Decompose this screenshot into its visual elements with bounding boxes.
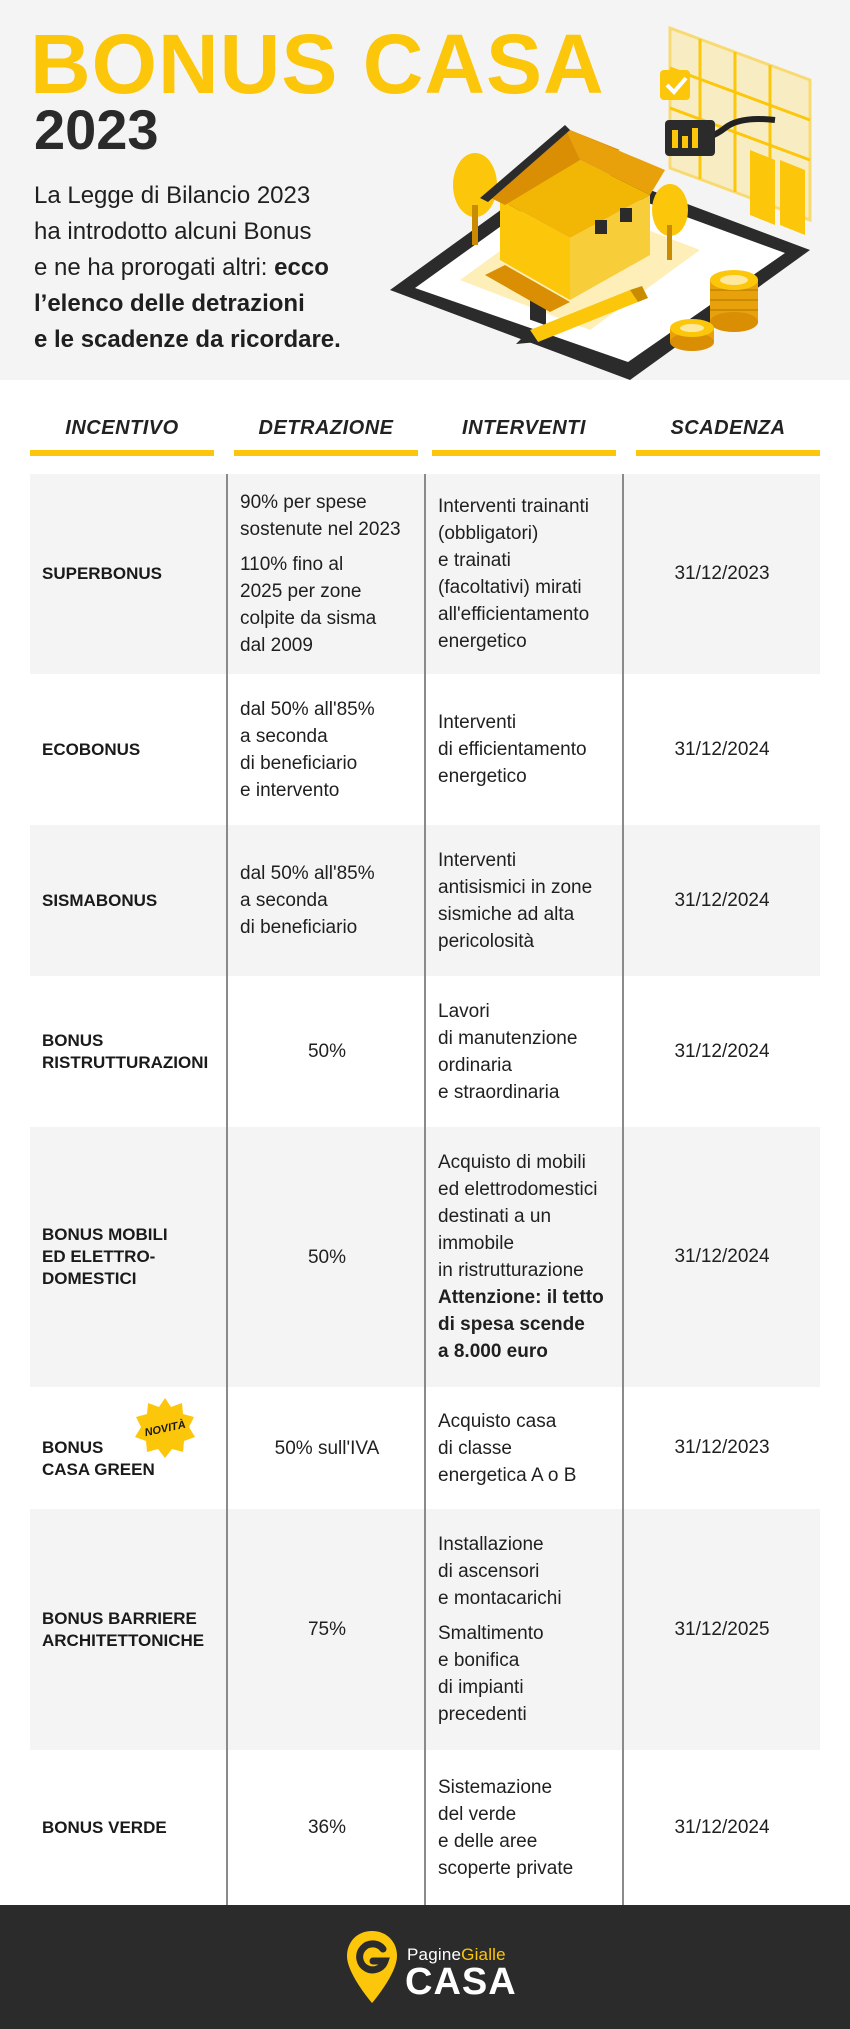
column-header-incentivo: INCENTIVO [30, 410, 214, 456]
page-title: BONUS CASA [30, 17, 605, 111]
interventi-cell: Interventi di efficientamento energetico [438, 712, 587, 787]
interventi-cell: Lavori di manutenzione ordinaria e straordinaria [438, 1000, 578, 1103]
incentivo-cell: BONUS RISTRUTTURAZIONI [42, 1030, 209, 1072]
interventi-cell: Acquisto casa di classe energetica A o B [438, 1410, 577, 1486]
column-header-interventi: INTERVENTI [432, 410, 616, 456]
interventi-cell: Interventi trainanti (obbligatori) e trainati (facoltativi) mirati all'efficientamento energetico [438, 496, 590, 652]
warning-text: a 8.000 euro [438, 1341, 548, 1362]
intro-line: ha introdotto alcuni Bonus [34, 218, 312, 245]
intro-text [34, 178, 394, 358]
intro-line: e ne ha prorogati altri: [34, 254, 268, 281]
incentivo-cell: BONUS BARRIERE ARCHITETTONICHE [42, 1608, 205, 1650]
page-year: 2023 [34, 98, 159, 161]
incentivo-cell: SISMABONUS [42, 890, 158, 910]
interventi-cell: Installazione di ascensori e montacarichi Smaltimento e bonifica di impianti precedenti [438, 1534, 562, 1725]
scadenza-cell: 31/12/2024 [674, 1816, 770, 1838]
brand-sub: CASA [405, 1961, 517, 2003]
scadenza-cell: 31/12/2023 [674, 1437, 770, 1458]
interventi-cell: Sistemazione del verde e delle aree scoperte private [438, 1776, 574, 1879]
novita-badge-label: NOVITÀ [143, 1418, 187, 1440]
house-illustration-icon [380, 10, 820, 380]
intro-bold-line: e le scadenze da ricordare. [34, 326, 341, 353]
scadenza-cell: 31/12/2025 [674, 1618, 770, 1640]
incentivo-cell: BONUS VERDE [42, 1817, 167, 1837]
intro-line-mixed [34, 250, 394, 286]
detrazione-cell: 90% per spese sostenute nel 2023 110% fino al 2025 per zone colpite da sisma dal 2009 [240, 492, 401, 656]
interventi-cell: Acquisto di mobili ed elettrodomestici destinati a un immobile in ristrutturazione Attenzione: il tetto di spesa scende a 8.000 euro [426, 1127, 624, 1387]
column-header-detrazione: DETRAZIONE [234, 410, 418, 456]
warning-text: di spesa scende [438, 1314, 585, 1335]
table-header [30, 410, 820, 460]
detrazione-cell: dal 50% all'85% a seconda di beneficiario e intervento [240, 698, 375, 801]
column-divider [424, 474, 426, 1905]
column-divider [226, 474, 228, 1905]
scadenza-cell: 31/12/2024 [674, 1246, 770, 1267]
interventi-cell: Interventi antisismici in zone sismiche ad alta pericolosità [438, 849, 593, 952]
column-divider [622, 474, 624, 1905]
intro-bold-line: l’elenco delle detrazioni [34, 290, 305, 317]
bonus-table [30, 474, 820, 1905]
footer [0, 1905, 850, 2029]
incentivo-cell: SUPERBONUS [42, 564, 162, 583]
detrazione-cell: 75% [307, 1619, 347, 1640]
novita-badge-icon [134, 1397, 196, 1459]
scadenza-cell: 31/12/2023 [674, 563, 770, 584]
incentivo-cell: BONUS MOBILI ED ELETTRO- DOMESTICI [42, 1225, 168, 1288]
scadenza-cell: 31/12/2024 [674, 738, 770, 760]
detrazione-cell: 50% [307, 1246, 347, 1268]
brand-logo[interactable] [345, 1929, 525, 2009]
incentivo-cell: ECOBONUS [42, 739, 141, 759]
detrazione-cell: dal 50% all'85% a seconda di beneficiario [240, 863, 375, 938]
intro-line: La Legge di Bilancio 2023 [34, 182, 311, 209]
detrazione-cell: 50% sull'IVA [274, 1437, 380, 1459]
incentivo-cell: BONUS CASA GREEN [42, 1438, 155, 1479]
intro-bold-word: ecco [274, 254, 329, 281]
brand-name: PagineGialle [407, 1945, 506, 1964]
detrazione-cell: 50% [307, 1041, 347, 1062]
detrazione-cell: 36% [307, 1817, 347, 1838]
scadenza-cell: 31/12/2024 [674, 889, 770, 911]
map-pin-logo-icon [345, 1929, 399, 2005]
scadenza-cell: 31/12/2024 [674, 1040, 770, 1062]
column-header-scadenza: SCADENZA [636, 410, 820, 456]
hero-header [0, 0, 850, 380]
warning-text: Attenzione: il tetto [438, 1287, 604, 1308]
